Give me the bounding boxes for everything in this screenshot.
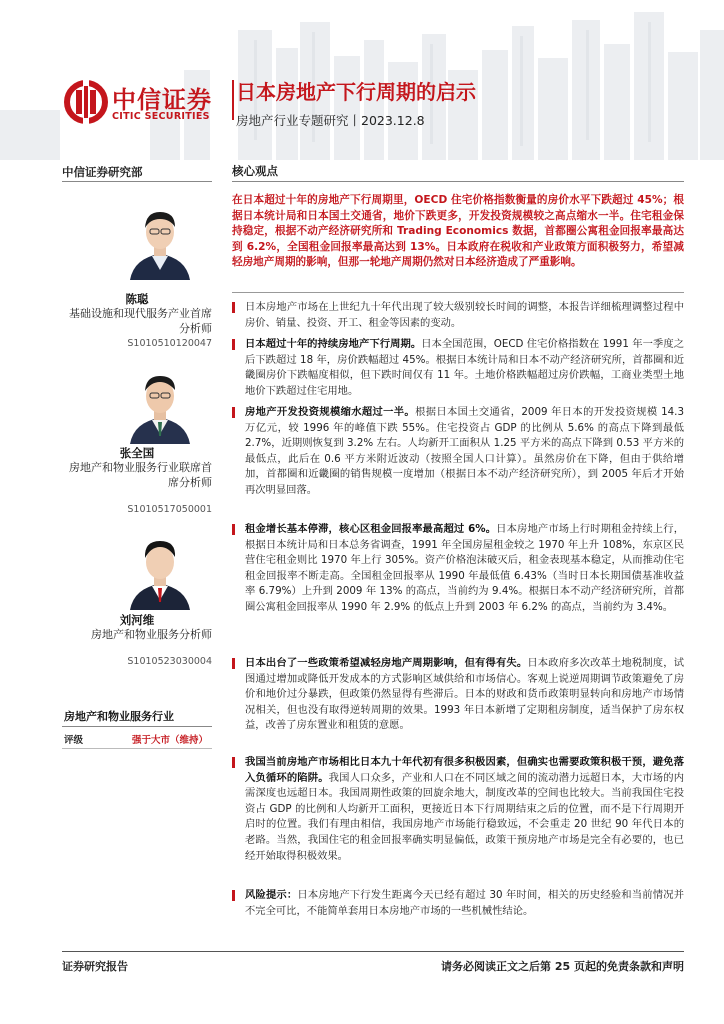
analyst-license-id: S1010510120047	[127, 338, 212, 349]
research-department: 中信证券研究部	[62, 165, 143, 179]
brand-name-cn: 中信证券	[112, 86, 212, 114]
core-views-heading: 核心观点	[232, 164, 278, 178]
rating-label: 评级	[64, 735, 84, 746]
divider	[232, 181, 684, 182]
bullet-marker	[232, 302, 235, 313]
bullet-marker	[232, 339, 235, 350]
bullet-marker	[232, 890, 235, 901]
core-summary: 在日本超过十年的房地产下行周期里，OECD 住宅价格指数衡量的房价水平下跌超过 45%；根据日本统计局和日本国土交通省，地价下跌更多，开发投资规模较之高点缩水一半。住宅租金保持稳定，根据不动产经济研究所和 Trading Economics 数据，首都圈公寓租金回报率最高达到 6.2%，全国租金回报率最高达到 13%。日本政府在税收和产业政策方面积极努力，希望减轻房地产周期的影响，但那一轮地产周期仍然对日本经济造成了严重影响。	[232, 194, 684, 269]
bullet-lead: 我国当前房地产市场相比日本九十年代初有很多积极因素，但确实也需要政策积极干预，避免落入负循环的陷阱。	[245, 756, 684, 784]
bullet-marker	[232, 407, 235, 418]
analyst-license-id: S1010523030004	[127, 656, 212, 667]
bullet-text	[245, 656, 684, 734]
analyst-title: 房地产和物业服务行业联席首席分析师	[69, 461, 212, 489]
bullet-body: 日本房地产市场上行时期租金持续上行，根据日本统计局和日本总务省调查，1991 年全国房屋租金较之 1970 年上升 108%，东京区民营住宅租金则比 1970 年上行 305%。资产价格泡沫破灭后，租金表现基本稳定，从而推动住宅租金回报率不断走高。全国租金回报率从 1990 年最低值 6.43%（当时日本长期国债基准收益率 6.79%）上升到 2009 年 13% 的高点，当前约为 9.4%。根据日本不动产经济研究所，首都圈公寓租金回报率从 1990 年 2.9% 的低点上升到 2003 年 6.2% 的高点，当前约为 3.4%。	[245, 523, 684, 613]
divider	[62, 748, 212, 749]
rating-value: 强于大市（维持）	[131, 735, 208, 746]
analyst-title: 房地产和物业服务分析师	[91, 628, 212, 641]
footer-disclaimer: 请务必阅读正文之后第 25 页起的免责条款和声明	[441, 960, 684, 973]
citic-securities-logo	[64, 78, 224, 126]
analyst-photo	[122, 200, 198, 280]
citic-logo-icon	[64, 80, 108, 124]
analyst-photo	[122, 530, 198, 610]
divider	[62, 726, 212, 727]
analyst-name: 张全国	[119, 446, 155, 460]
industry-name: 房地产和物业服务行业	[64, 710, 174, 723]
bullet-text	[245, 405, 684, 499]
bullet-text	[245, 337, 684, 399]
bullet-body: 日本政府多次改革土地税制度，试图通过增加或降低开发成本的方式影响区域供给和市场信心。客观上说逆周期调节政策避免了房价和地价过分暴跌，但政策仍然显得有些滞后。日本的财政和货币政策明显转向和房地产市场情况相关，但也没有取得逆转周期的效果。1993 年日本新增了定期租房制度，适当保护了房东权益，改善了房东置业和租赁的意愿。	[245, 657, 685, 732]
divider	[232, 292, 684, 293]
bullet-text	[245, 300, 684, 331]
analyst-name: 刘河维	[119, 613, 155, 627]
analyst-name: 陈聪	[125, 292, 149, 306]
bullet-lead: 租金增长基本停滞，核心区租金回报率最高超过 6%。	[245, 523, 497, 535]
divider	[62, 181, 212, 182]
bullet-lead: 房地产开发投资规模缩水超过一半。	[245, 406, 416, 418]
bullet-text	[245, 522, 684, 616]
footer-report-type: 证券研究报告	[62, 960, 128, 973]
analyst-photo	[122, 364, 198, 444]
bullet-text	[245, 888, 684, 919]
bullet-text	[245, 755, 684, 864]
bullet-marker	[232, 658, 235, 669]
report-subtitle: 房地产行业专题研究丨2023.12.8	[236, 113, 425, 128]
analyst-title: 基础设施和现代服务产业首席分析师	[69, 307, 212, 335]
bullet-body: 日本房地产市场在上世纪九十年代出现了较大级别较长时间的调整，本报告详细梳理调整过程中房价、销量、投资、开工、租金等因素的变动。	[245, 301, 684, 329]
report-title: 日本房地产下行周期的启示	[236, 80, 476, 104]
bullet-body: 日本房地产下行发生距离今天已经有超过 30 年时间，相关的历史经验和当前情况并不完全可比，不能简单套用日本房地产市场的一些机械性结论。	[245, 889, 685, 917]
bullet-body: 根据日本国土交通省，2009 年日本的开发投资规模 14.3 万亿元，较 1996 年的峰值下跌 55%。住宅投资占 GDP 的比例从 5.6% 的高点下降到最低 2.7%，近期则恢复到 3.2% 左右。人均新开工面积从 1.25 平方米的高点下降到 0.53 平方米的最低点，此后在 0.6 平方米附近波动（按照全国人口计算）。虽然房价在下降，但由于供给增加，首都圈和近畿圈的销售规模一度增加（根据日本不动产经济研究所），到 2005 年后才开始再次明显回落。	[245, 406, 685, 496]
footer-divider	[62, 951, 684, 952]
analyst-license-id: S1010517050001	[127, 504, 212, 515]
bullet-body: 我国人口众多，产业和人口在不同区域之间的流动潜力远超日本，大市场的内需深度也远超日本。我国周期性政策的回旋余地大，制度改革的空间也比较大。当前我国住宅投资占 GDP 的比例和人均新开工面积，更接近日本下行周期结束之后的位置，而不是下行周期开启时的位置。我们有理由相信，我国房地产市场能行稳致远，不会重走 20 世纪 90 年代日本的老路。当然，我国住宅的租金回报率确实明显偏低，政策干预房地产市场是完全有必要的，也已经开始取得积极效果。	[245, 771, 685, 862]
title-divider	[232, 80, 234, 120]
bullet-marker	[232, 524, 235, 535]
bullet-lead: 日本出台了一些政策希望减轻房地产周期影响，但有得有失。	[245, 657, 528, 669]
page-header	[0, 0, 724, 160]
bullet-marker	[232, 757, 235, 768]
brand-name-en: CITIC SECURITIES	[112, 111, 210, 122]
bullet-lead: 风险提示：	[245, 889, 298, 901]
bullet-body: 日本全国范围，OECD 住宅价格指数在 1991 年一季度之后下跌超过 18 年，房价跌幅超过 45%。根据日本统计局和日本不动产经济研究所，首都圈和近畿圈房价下跌幅度相似，但下跌时间仅有 11 年。土地价格跌幅超过房价跌幅，工商业类型土地地价下跌超过住宅用地。	[245, 338, 684, 397]
bullet-lead: 日本超过十年的持续房地产下行周期。	[245, 338, 422, 350]
